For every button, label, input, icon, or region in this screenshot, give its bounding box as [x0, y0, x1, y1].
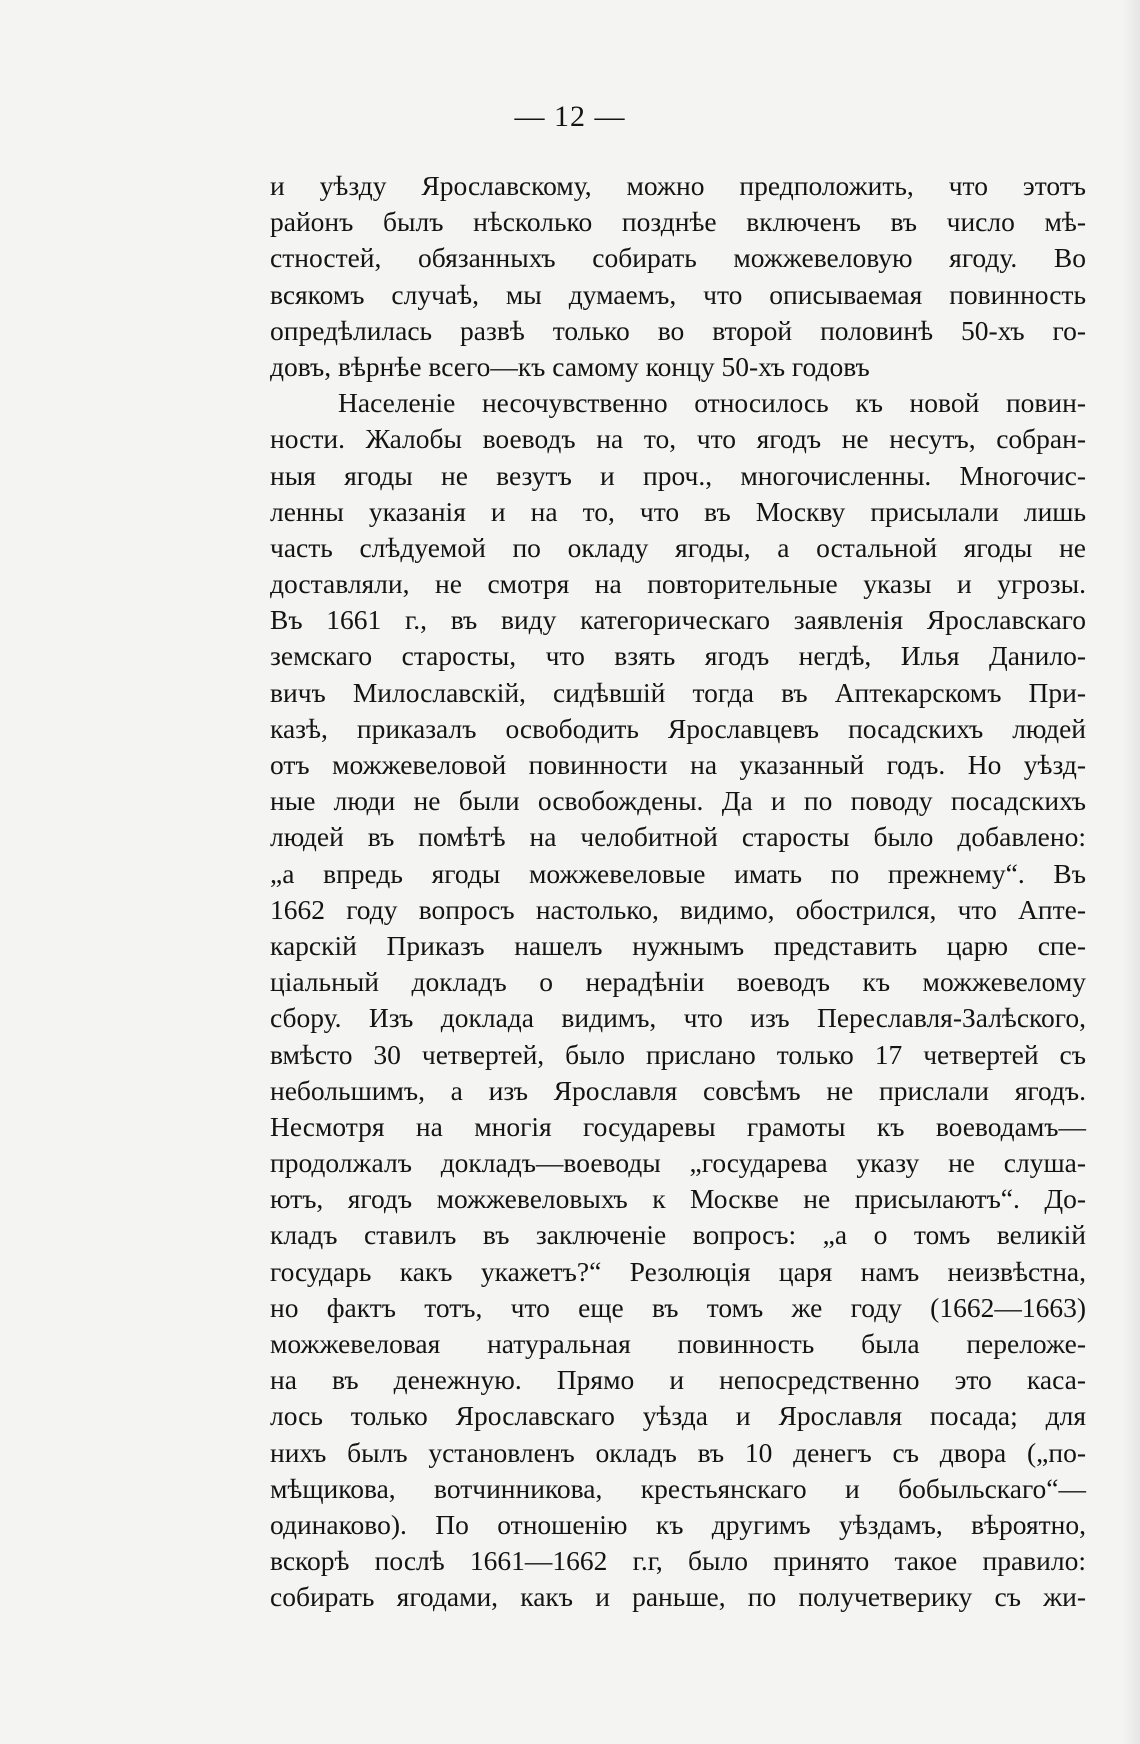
text-line: ціальный докладъ о нерадѣніи воеводъ къ можжевелому	[270, 966, 1086, 998]
text-line: ныя ягоды не везутъ и проч., многочисленны. Многочис-	[270, 459, 1086, 491]
text-line: Несмотря на многія государевы грамоты къ воеводамъ—	[270, 1110, 1086, 1142]
text-line: государь какъ укажетъ?“ Резолюція царя намъ неизвѣстна,	[270, 1255, 1086, 1287]
text-line: продолжалъ докладъ—воеводы „государева указу не слуша-	[270, 1147, 1086, 1179]
text-line: собирать ягодами, какъ и раньше, по получетверику съ жи-	[270, 1581, 1086, 1613]
text-line: доставляли, не смотря на повторительные указы и угрозы.	[270, 568, 1086, 600]
page-edge-shadow	[1122, 0, 1140, 1744]
text-line: Въ 1661 г., въ виду категорическаго заявленія Ярославскаго	[270, 604, 1086, 636]
paragraph-end-line: довъ, вѣрнѣе всего—къ самому концу 50-хъ годовъ	[270, 350, 870, 382]
text-line: но фактъ тотъ, что еще въ томъ же году (1662—1663)	[270, 1291, 1086, 1323]
text-line: ные люди не были освобождены. Да и по поводу посадскихъ	[270, 785, 1086, 817]
text-line: карскій Приказъ нашелъ нужнымъ представить царю спе-	[270, 929, 1086, 961]
text-line: лось только Ярославскаго уѣзда и Ярославля посада; для	[270, 1400, 1086, 1432]
text-line: одинаково). По отношенію къ другимъ уѣздамъ, вѣроятно,	[270, 1508, 1086, 1540]
text-line: сбору. Изъ доклада видимъ, что изъ Переславля-Залѣского,	[270, 1002, 1086, 1034]
text-line: казѣ, приказалъ освободить Ярославцевъ посадскихъ людей	[270, 712, 1086, 744]
text-line: вскорѣ послѣ 1661—1662 г.г, было принято такое правило:	[270, 1545, 1086, 1577]
text-line: небольшимъ, а изъ Ярославля совсѣмъ не прислали ягодъ.	[270, 1074, 1086, 1106]
text-line: ности. Жалобы воеводъ на то, что ягодъ не несутъ, собран-	[270, 423, 1086, 455]
text-line: кладъ ставилъ въ заключеніе вопросъ: „а о томъ великій	[270, 1219, 1086, 1251]
text-line: на въ денежную. Прямо и непосредственно это каса-	[270, 1364, 1086, 1396]
text-line: ленны указанія и на то, что въ Москву присылали лишь	[270, 495, 1086, 527]
text-line: опредѣлилась развѣ только во второй половинѣ 50-хъ го-	[270, 314, 1086, 346]
text-line: и уѣзду Ярославскому, можно предположить, что этотъ	[270, 170, 1086, 201]
page-number: — 12 —	[514, 100, 626, 133]
paragraph-start-line: Населеніе несочувственно относилось къ новой повин-	[338, 387, 1086, 419]
text-line: можжевеловая натуральная повинность была переложе-	[270, 1328, 1086, 1359]
text-line: людей въ помѣтѣ на челобитной старосты было добавлено:	[270, 821, 1086, 853]
text-line: всякомъ случаѣ, мы думаемъ, что описываемая повинность	[270, 278, 1086, 310]
text-line: нихъ былъ установленъ окладъ въ 10 денегъ съ двора („по-	[270, 1436, 1086, 1468]
text-line: часть слѣдуемой по окладу ягоды, а остальной ягоды не	[270, 531, 1086, 563]
body-text	[270, 168, 1086, 1616]
text-line: земскаго старосты, что взять ягодъ негдѣ, Илья Данило-	[270, 640, 1086, 672]
text-line: отъ можжевеловой повинности на указанный годъ. Но уѣзд-	[270, 749, 1086, 780]
text-line: мѣщикова, вотчинникова, крестьянскаго и бобыльскаго“—	[270, 1472, 1086, 1504]
text-line: районъ былъ нѣсколько позднѣе включенъ въ число мѣ-	[270, 206, 1086, 238]
text-line: 1662 году вопросъ настолько, видимо, обострился, что Апте-	[270, 893, 1086, 925]
text-line: „а впредь ягоды можжевеловые имать по прежнему“. Въ	[270, 857, 1086, 889]
text-line: стностей, обязанныхъ собирать можжевеловую ягоду. Во	[270, 242, 1086, 274]
text-line: вмѣсто 30 четвертей, было прислано только 17 четвертей съ	[270, 1038, 1086, 1070]
text-line: вичъ Милославскій, сидѣвшій тогда въ Аптекарскомъ При-	[270, 676, 1086, 708]
text-line: ютъ, ягодъ можжевеловыхъ к Москве не присылаютъ“. До-	[270, 1183, 1086, 1215]
